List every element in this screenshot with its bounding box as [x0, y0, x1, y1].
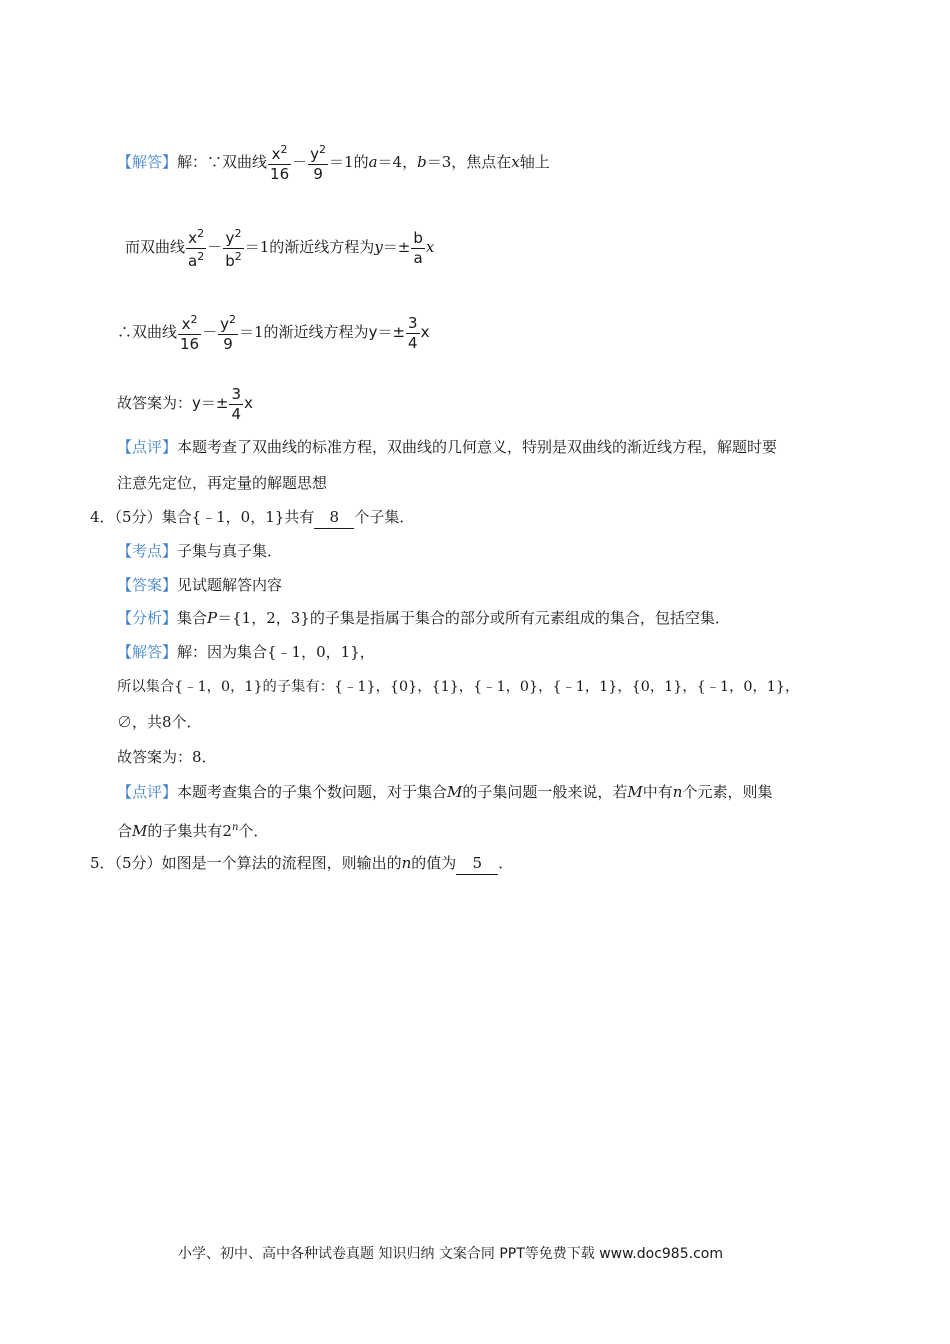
daan-tag: 【答案】: [117, 576, 178, 594]
dianping-tag: 【点评】: [117, 783, 178, 801]
fenxi-tag: 【分析】: [117, 609, 178, 627]
fraction-b-a: $\frac{b}{a}$: [413, 228, 423, 267]
sol3-line1: 【解答】解：∵双曲线 $\frac{x^2}{16}$ － $\frac{y^2}{9}$ ＝1的a＝4，b＝3，焦点在x轴上: [117, 143, 550, 183]
q4-jieda-line3: ∅，共8个．: [117, 713, 202, 731]
fraction-3-4: $\frac{3}{4}$: [231, 384, 242, 423]
fraction-y2-9: $\frac{y^2}{9}$: [220, 313, 237, 353]
answer-blank: 8: [314, 506, 354, 529]
fraction-x2-16: $\frac{x^2}{16}$: [270, 143, 290, 183]
fraction-x2-a2: $\frac{x^2}{a^2}$: [188, 226, 205, 270]
fraction-3-4: $\frac{3}{4}$: [408, 313, 418, 352]
fraction-y2-b2: $\frac{y^2}{b^2}$: [225, 226, 242, 270]
sol3-line4: 故答案为：y＝± $\frac{3}{4}$ x: [117, 384, 253, 423]
fraction-x2-16: $\frac{x^2}{16}$: [180, 313, 200, 353]
sol3-line2: 而双曲线 $\frac{x^2}{a^2}$ － $\frac{y^2}{b^2}$ ＝1的渐近线方程为y＝± $\frac{b}{a}$ x: [125, 226, 435, 270]
sol3-dianping-line2: 注意先定位，再定量的解题思想: [117, 474, 328, 492]
q4-jieda-line4: 故答案为：8．: [117, 748, 217, 766]
q4-jieda-line2: 所以集合{﹣1，0，1}的子集有：{﹣1}，{0}，{1}，{﹣1，0}，{﹣1，1}，{0，1}，{﹣1，0，1}，: [117, 679, 800, 695]
q4-jieda-line1: 【解答】解：因为集合{﹣1，0，1}，: [117, 643, 375, 661]
q4-dianping-line1: 【点评】本题考查集合的子集个数问题，对于集合M的子集问题一般来说，若M中有n个元素，则集: [117, 783, 773, 801]
fraction-y2-9: $\frac{y^2}{9}$: [310, 143, 327, 183]
q4-fenxi: 【分析】集合P＝{1，2，3}的子集是指属于集合的部分或所有元素组成的集合，包括空集．: [117, 609, 730, 627]
question-5: 5．（5分）如图是一个算法的流程图，则输出的n的值为 5 ．: [90, 852, 513, 875]
q4-kaodian: 【考点】子集与真子集．: [117, 542, 283, 560]
q4-daan: 【答案】见试题解答内容: [117, 576, 283, 594]
sol3-dianping-line1: 【点评】本题考查了双曲线的标准方程，双曲线的几何意义，特别是双曲线的渐近线方程，解题时要: [117, 438, 778, 456]
answer-blank: 5: [456, 852, 498, 875]
q4-dianping-line2: 合M的子集共有2$^n$个．: [117, 822, 269, 840]
jieda-tag: 【解答】: [117, 643, 178, 661]
dianping-tag: 【点评】: [117, 438, 178, 456]
page-footer: 小学、初中、高中各种试卷真题 知识归纳 文案合同 PPT等免费下载 www.doc985.com: [178, 1246, 723, 1262]
kaodian-tag: 【考点】: [117, 542, 178, 560]
jieda-tag: 【解答】: [117, 153, 178, 171]
question-4: 4．（5分）集合{﹣1，0，1}共有 8 个子集．: [90, 506, 414, 529]
sol3-line3: ∴双曲线 $\frac{x^2}{16}$ － $\frac{y^2}{9}$ ＝1的渐近线方程为y＝± $\frac{3}{4}$ x: [117, 313, 430, 353]
